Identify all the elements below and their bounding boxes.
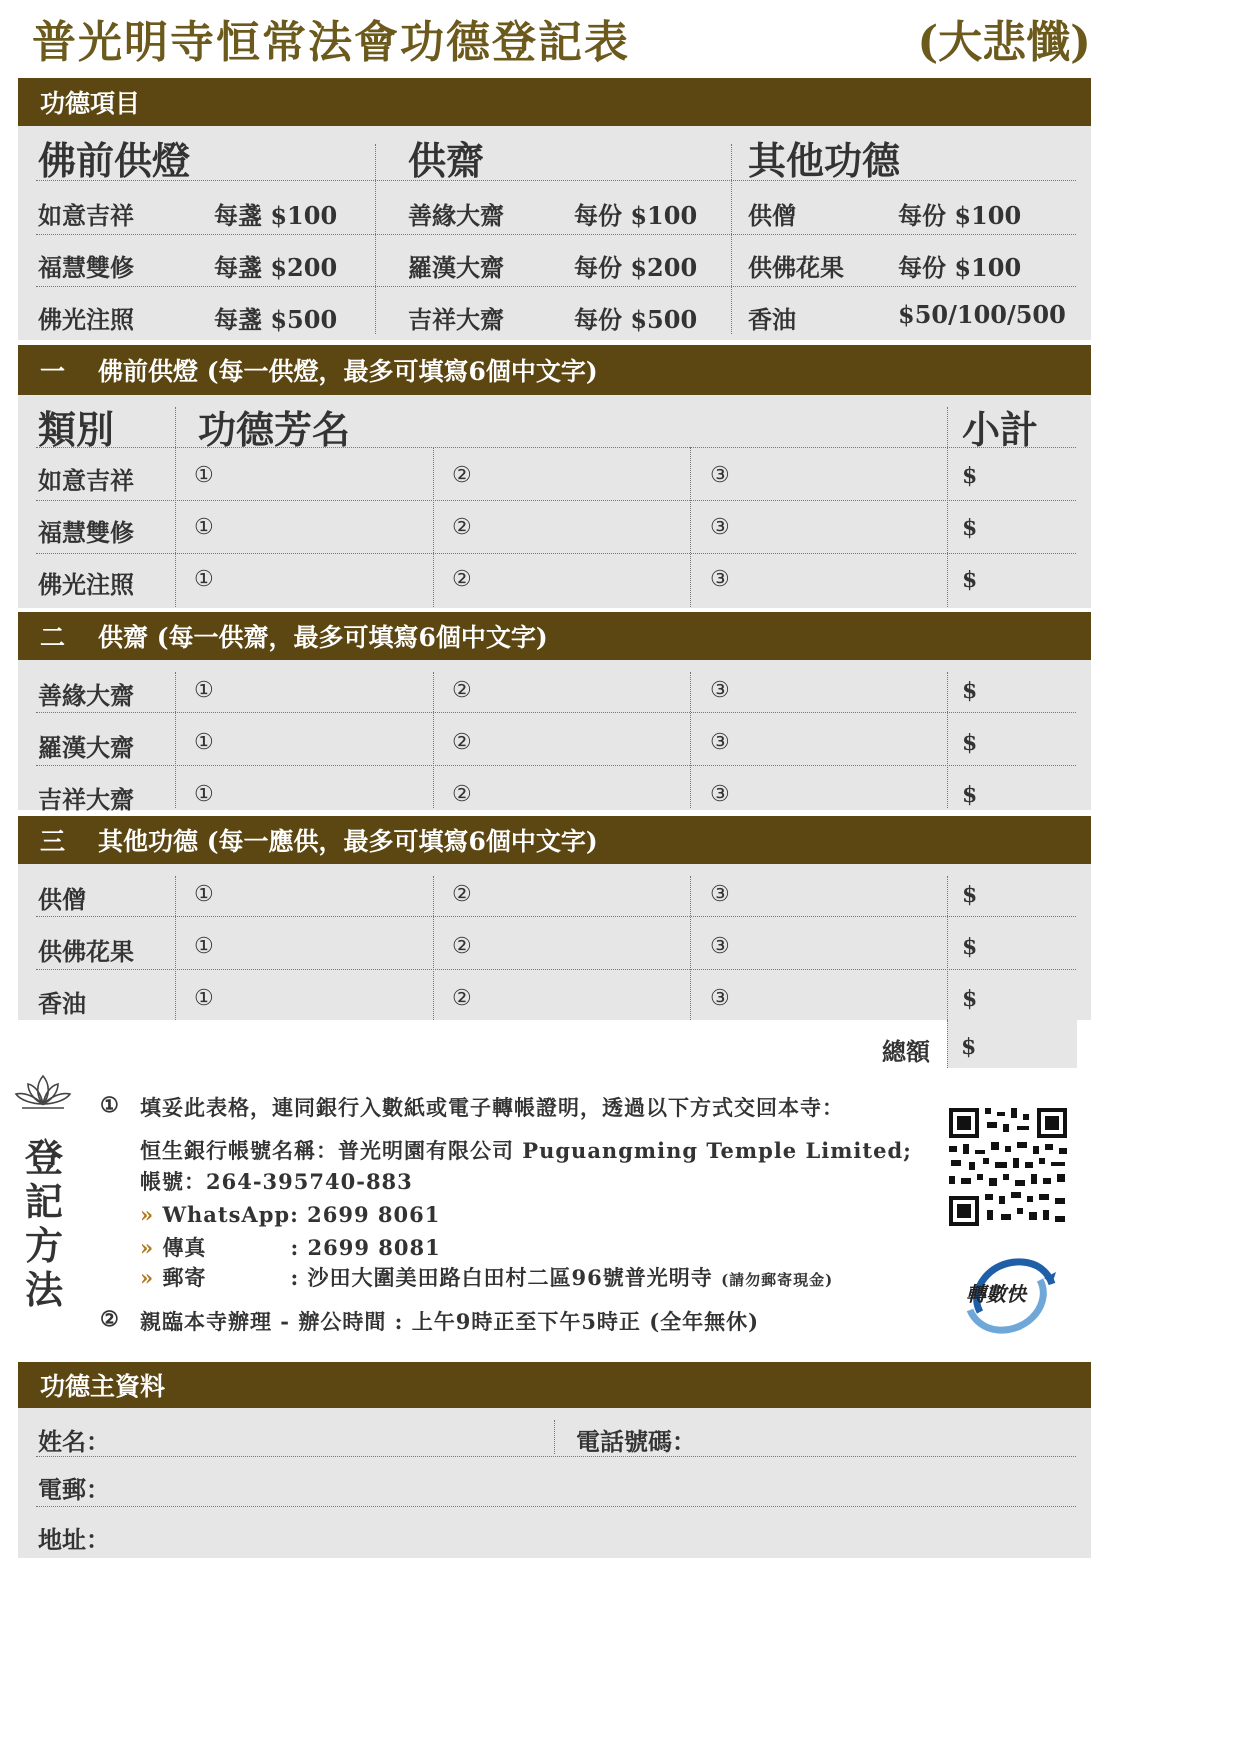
contact-value: 2699 8081 [307, 1235, 441, 1260]
price-item-price: 每份 $100 [574, 201, 698, 230]
slot-3[interactable]: ③ [710, 782, 730, 807]
name-label: 姓名： [38, 1427, 110, 1456]
slot-3[interactable]: ③ [710, 567, 730, 592]
contact-sep: : [290, 1265, 300, 1290]
side-title-char: 登 [24, 1135, 63, 1180]
side-title-char: 記 [24, 1179, 63, 1224]
fps-label: 轉數快 [966, 1282, 1026, 1306]
other-heading: 其他功德 [748, 138, 901, 183]
slot-1[interactable]: ① [194, 934, 214, 959]
slot-1[interactable]: ① [194, 678, 214, 703]
donor-header-label: 功德主資料 [40, 1372, 166, 1401]
slot-2[interactable]: ② [452, 567, 472, 592]
slot-2[interactable]: ② [452, 678, 472, 703]
section1-title: 佛前供燈 (每一供燈，最多可填寫6個中文字) [98, 357, 598, 386]
slot-1[interactable]: ① [194, 986, 214, 1011]
price-item-price: 每份 $100 [898, 201, 1022, 230]
subtotal-field[interactable]: $ [962, 882, 978, 908]
slot-2[interactable]: ② [452, 986, 472, 1011]
fps-logo [960, 1250, 1060, 1340]
names-heading: 功德芳名 [198, 407, 351, 452]
merit-items-panel [18, 126, 1091, 340]
address-field[interactable] [108, 1514, 1068, 1554]
slot-1[interactable]: ① [194, 730, 214, 755]
section1-table [18, 395, 1091, 608]
price-item-price: $50/100/500 [898, 300, 1066, 329]
slot-2[interactable]: ② [452, 463, 472, 488]
contact-label: WhatsApp [162, 1202, 291, 1227]
phone-field[interactable] [698, 1416, 1078, 1456]
address-label: 地址： [38, 1525, 110, 1554]
subtotal-field[interactable]: $ [962, 934, 978, 960]
slot-3[interactable]: ③ [710, 934, 730, 959]
subtotal-field[interactable]: $ [962, 515, 978, 541]
slot-3[interactable]: ③ [710, 463, 730, 488]
subtotal-heading: 小計 [962, 407, 1039, 452]
total-box[interactable] [947, 1020, 1077, 1068]
price-item-name: 香油 [748, 305, 796, 334]
contact-sep: : [290, 1202, 299, 1227]
subtotal-field[interactable]: $ [962, 678, 978, 704]
lamp-row-label: 佛光注照 [38, 570, 134, 599]
total-currency: $ [961, 1034, 977, 1060]
slot-3[interactable]: ③ [710, 986, 730, 1011]
section3-number: 三 [40, 827, 66, 856]
bank-account: 帳號：264-395740-883 [140, 1169, 413, 1194]
feast-row-label: 羅漢大齋 [38, 733, 134, 762]
slot-1[interactable]: ① [194, 515, 214, 540]
section3-table [18, 864, 1091, 1020]
step2-text: 親臨本寺辦理 - 辦公時間 : 上午9時正至下午5時正 (全年無休) [140, 1309, 760, 1334]
section2-table [18, 660, 1091, 814]
slot-1[interactable]: ① [194, 567, 214, 592]
price-item-name: 善緣大齋 [408, 201, 504, 230]
section3-title: 其他功德 (每一應供，最多可填寫6個中文字) [98, 827, 598, 856]
price-item-price: 每盞 $100 [214, 201, 338, 230]
category-heading: 類別 [38, 407, 115, 452]
price-item-price: 每盞 $500 [214, 305, 338, 334]
merit-items-header [18, 78, 1091, 126]
section3-header [18, 816, 1091, 864]
subtotal-field[interactable]: $ [962, 730, 978, 756]
donor-panel [18, 1408, 1091, 1558]
subtotal-field[interactable]: $ [962, 986, 978, 1012]
section2-title: 供齋 (每一供齋，最多可填寫6個中文字) [98, 623, 548, 652]
slot-2[interactable]: ② [452, 730, 472, 755]
subtotal-field[interactable]: $ [962, 567, 978, 593]
email-field[interactable] [108, 1464, 1068, 1504]
total-label: 總額 [882, 1037, 930, 1066]
slot-2[interactable]: ② [452, 934, 472, 959]
slot-2[interactable]: ② [452, 882, 472, 907]
contact-value: 沙田大圍美田路白田村二區96號普光明寺 [307, 1265, 713, 1290]
slot-2[interactable]: ② [452, 782, 472, 807]
price-item-name: 佛光注照 [38, 305, 134, 334]
slot-1[interactable]: ① [194, 782, 214, 807]
page-title-tag: (大悲懺) [917, 17, 1091, 68]
feast-row-label: 善緣大齋 [38, 681, 134, 710]
contact-fax [140, 1232, 441, 1262]
price-item-name: 供佛花果 [748, 253, 844, 282]
price-item-price: 每盞 $200 [214, 253, 338, 282]
price-item-price: 每份 $200 [574, 253, 698, 282]
price-item-name: 如意吉祥 [38, 201, 134, 230]
contact-label: 傳真 [162, 1235, 207, 1260]
slot-3[interactable]: ③ [710, 515, 730, 540]
chevron-right-icon: » [140, 1202, 155, 1227]
qr-code-icon[interactable] [943, 1102, 1073, 1232]
slot-1[interactable]: ① [194, 882, 214, 907]
registration-side-title [22, 1136, 66, 1312]
lotus-icon [12, 1070, 74, 1112]
contact-label: 郵寄 [162, 1265, 207, 1290]
side-title-char: 方 [24, 1223, 63, 1268]
subtotal-field[interactable]: $ [962, 782, 978, 808]
contact-whatsapp [140, 1202, 440, 1227]
contact-mail [140, 1262, 833, 1292]
contact-sep: : [290, 1235, 300, 1260]
step1-text: 填妥此表格，連同銀行入數紙或電子轉帳證明，透過以下方式交回本寺： [140, 1095, 844, 1120]
section2-number: 二 [40, 623, 66, 652]
step1-number: ① [100, 1092, 120, 1117]
phone-label: 電話號碼： [576, 1427, 696, 1456]
subtotal-field[interactable]: $ [962, 463, 978, 489]
slot-3[interactable]: ③ [710, 678, 730, 703]
other-row-label: 供僧 [38, 885, 86, 914]
feast-heading: 供齋 [408, 138, 485, 183]
price-item-price: 每份 $100 [898, 253, 1022, 282]
section1-number: 一 [40, 357, 66, 386]
email-label: 電郵： [38, 1475, 110, 1504]
lamp-heading: 佛前供燈 [38, 138, 191, 183]
price-item-name: 供僧 [748, 201, 796, 230]
step2-number: ② [100, 1306, 120, 1331]
section2-header [18, 612, 1091, 660]
price-item-price: 每份 $500 [574, 305, 698, 334]
bank-name: 恒生銀行帳號名稱：普光明園有限公司 Puguangming Temple Limited; [140, 1138, 912, 1163]
contact-value: 2699 8061 [307, 1202, 441, 1227]
price-item-name: 吉祥大齋 [408, 305, 504, 334]
slot-1[interactable]: ① [194, 463, 214, 488]
page-title: 普光明寺恒常法會功德登記表 [32, 17, 630, 68]
name-field[interactable] [108, 1416, 548, 1456]
chevron-right-icon: » [140, 1235, 155, 1260]
side-title-char: 法 [24, 1267, 63, 1312]
price-item-name: 羅漢大齋 [408, 253, 504, 282]
donor-header [18, 1362, 1091, 1408]
slot-3[interactable]: ③ [710, 882, 730, 907]
feast-row-label: 吉祥大齋 [38, 785, 134, 814]
slot-3[interactable]: ③ [710, 730, 730, 755]
contact-note: (請勿郵寄現金) [721, 1271, 834, 1289]
section1-header [18, 345, 1091, 395]
merit-items-header-label: 功德項目 [40, 89, 141, 118]
lamp-row-label: 福慧雙修 [38, 518, 134, 547]
chevron-right-icon: » [140, 1265, 155, 1290]
price-item-name: 福慧雙修 [38, 253, 134, 282]
slot-2[interactable]: ② [452, 515, 472, 540]
lamp-row-label: 如意吉祥 [38, 466, 134, 495]
other-row-label: 香油 [38, 989, 86, 1018]
other-row-label: 供佛花果 [38, 937, 134, 966]
